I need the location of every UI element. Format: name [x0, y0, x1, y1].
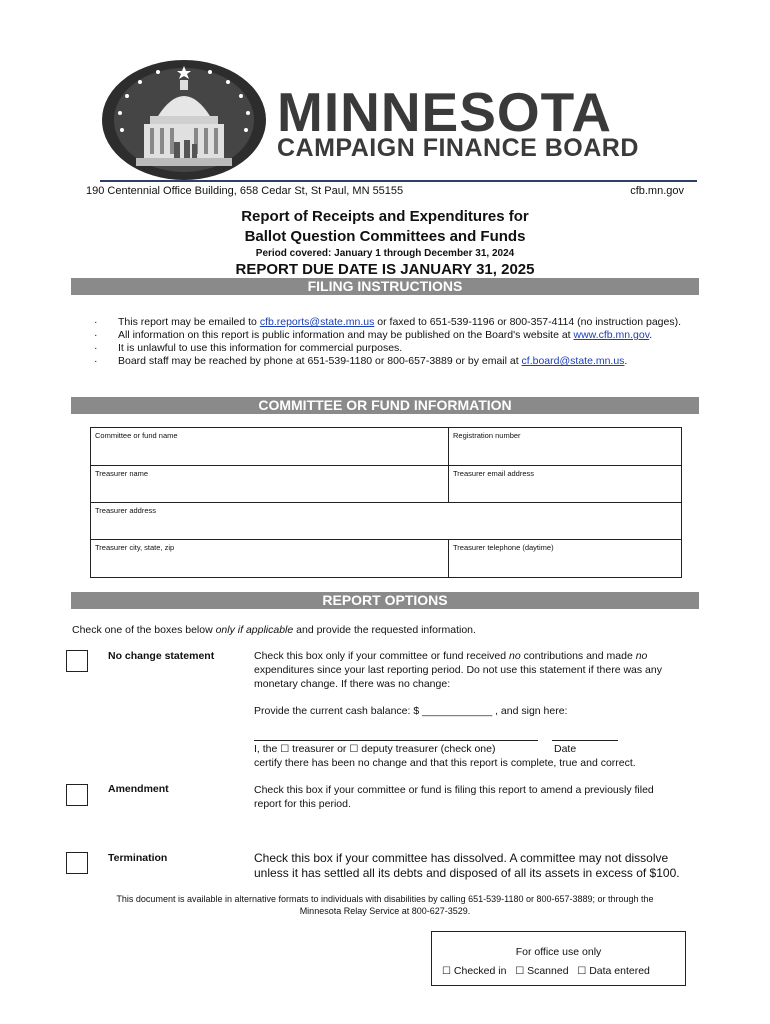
option-emphasis: no: [635, 650, 648, 662]
instruction-item: · It is unlawful to use this information for commercial purposes.: [90, 342, 690, 355]
option-text: Check this box only if your committee or fund received: [254, 650, 510, 662]
option-text: treasurer or: [289, 743, 350, 755]
options-instruction: [72, 624, 476, 636]
org-name: MINNESOTA: [277, 81, 612, 143]
filing-instructions-heading: FILING INSTRUCTIONS: [71, 278, 699, 295]
accessibility-notice: [70, 893, 700, 917]
termination-checkbox[interactable]: [66, 852, 88, 874]
accessibility-line: This document is available in alternative formats to individuals with disabilities by calling 651-539-1180 or 800-657-3889; or through the: [116, 894, 654, 904]
no-change-checkbox[interactable]: [66, 650, 88, 672]
instruction-text: Check one of the boxes below: [72, 624, 216, 636]
treasurer-address-field[interactable]: [91, 503, 681, 539]
report-title-line2: Ballot Question Committees and Funds: [244, 228, 526, 245]
instruction-item: [90, 355, 690, 368]
period-covered: Period covered: January 1 through December 31, 2024: [255, 248, 515, 259]
field-label: Treasurer city, state, zip: [95, 543, 175, 552]
registration-number-field[interactable]: [449, 428, 681, 465]
field-label: Treasurer address: [95, 506, 156, 515]
treasurer-name-field[interactable]: [91, 466, 448, 502]
office-use-options: [432, 965, 685, 977]
field-label: Committee or fund name: [95, 431, 178, 440]
date-line[interactable]: [552, 740, 618, 741]
instruction-text: or faxed to 651-539-1196 or 800-357-4114 (no instruction pages).: [374, 316, 682, 328]
option-text: expenditures since your last reporting period. Do not use this statement if there was any monetary change. If there was no change:: [254, 664, 662, 690]
instruction-text: This report may be emailed to: [118, 316, 260, 328]
field-label: Treasurer name: [95, 469, 149, 478]
field-label: Treasurer email address: [453, 469, 535, 478]
board-address: 190 Centennial Office Building, 658 Cedar St, St Paul, MN 55155: [86, 185, 404, 197]
board-email-link[interactable]: cf.board@state.mn.us: [521, 355, 625, 367]
instruction-text: Board staff may be reached by phone at 651-539-1180 or 800-657-3889 or by email at: [118, 355, 522, 367]
committee-info-form: [90, 427, 682, 578]
signature-line[interactable]: [254, 740, 538, 741]
instruction-text: .: [649, 329, 653, 341]
reports-email-link[interactable]: cfb.reports@state.mn.us: [259, 316, 375, 328]
certify-statement: certify there has been no change and that this report is complete, true and correct.: [254, 757, 636, 769]
accessibility-line: Minnesota Relay Service at 800-627-3529.: [299, 906, 471, 916]
data-entered-label: Data entered: [589, 965, 650, 977]
option-text: deputy treasurer (check one): [358, 743, 496, 755]
office-use-title: For office use only: [515, 946, 602, 958]
committee-info-heading: COMMITTEE OR FUND INFORMATION: [71, 397, 699, 414]
scanned-label: Scanned: [527, 965, 569, 977]
instruction-item: [90, 316, 690, 329]
instruction-text: All information on this report is public information and may be published on the Board's website at: [118, 329, 574, 341]
option-text: contributions and made: [520, 650, 636, 662]
instruction-emphasis: only if applicable: [215, 624, 294, 636]
amendment-label: Amendment: [108, 783, 169, 795]
amendment-description: Check this box if your committee or fund is filing this report to amend a previously filed report for this period.: [254, 784, 654, 810]
report-title-line1: Report of Receipts and Expenditures for: [241, 208, 529, 225]
option-emphasis: no: [509, 650, 521, 662]
treasurer-phone-field[interactable]: [449, 540, 681, 577]
option-text: I, the: [254, 743, 281, 755]
report-options-heading: REPORT OPTIONS: [71, 592, 699, 609]
instruction-text: .: [624, 355, 628, 367]
field-label: Registration number: [453, 431, 521, 440]
treasurer-checkbox[interactable]: ☐: [280, 744, 290, 755]
due-date: REPORT DUE DATE IS JANUARY 31, 2025: [235, 261, 535, 278]
no-change-description: [254, 649, 690, 691]
website-link[interactable]: www.cfb.mn.gov: [573, 329, 650, 341]
date-label: Date: [554, 743, 577, 755]
org-subtitle: CAMPAIGN FINANCE BOARD: [277, 134, 639, 162]
termination-label: Termination: [108, 852, 168, 864]
treasurer-email-field[interactable]: [449, 466, 681, 502]
office-use-box: [431, 931, 686, 986]
instruction-item: [90, 329, 690, 342]
instruction-text: and provide the requested information.: [293, 624, 476, 636]
no-change-label: No change statement: [108, 650, 215, 662]
treasurer-city-field[interactable]: [91, 540, 448, 577]
header-rule: [100, 180, 697, 182]
committee-name-field[interactable]: [91, 428, 448, 465]
scanned-checkbox[interactable]: ☐: [515, 966, 525, 977]
termination-description: Check this box if your committee has dissolved. A committee may not dissolve unless it has settled all its debts and disposed of all its assets in excess of $100.: [254, 851, 680, 880]
filing-instructions-list: [90, 316, 690, 368]
cash-balance-prompt: Provide the current cash balance: $ ____________ , and sign here:: [254, 705, 568, 717]
capitol-dome-seal-logo: [100, 58, 272, 182]
checked-in-checkbox[interactable]: ☐: [442, 966, 451, 977]
data-entered-checkbox[interactable]: ☐: [577, 966, 587, 977]
field-label: Treasurer telephone (daytime): [453, 543, 554, 552]
board-website: cfb.mn.gov: [630, 185, 684, 197]
amendment-checkbox[interactable]: [66, 784, 88, 806]
deputy-treasurer-checkbox[interactable]: ☐: [349, 744, 359, 755]
checked-in-label: Checked in: [453, 965, 507, 977]
treasurer-type-line: [254, 742, 495, 757]
